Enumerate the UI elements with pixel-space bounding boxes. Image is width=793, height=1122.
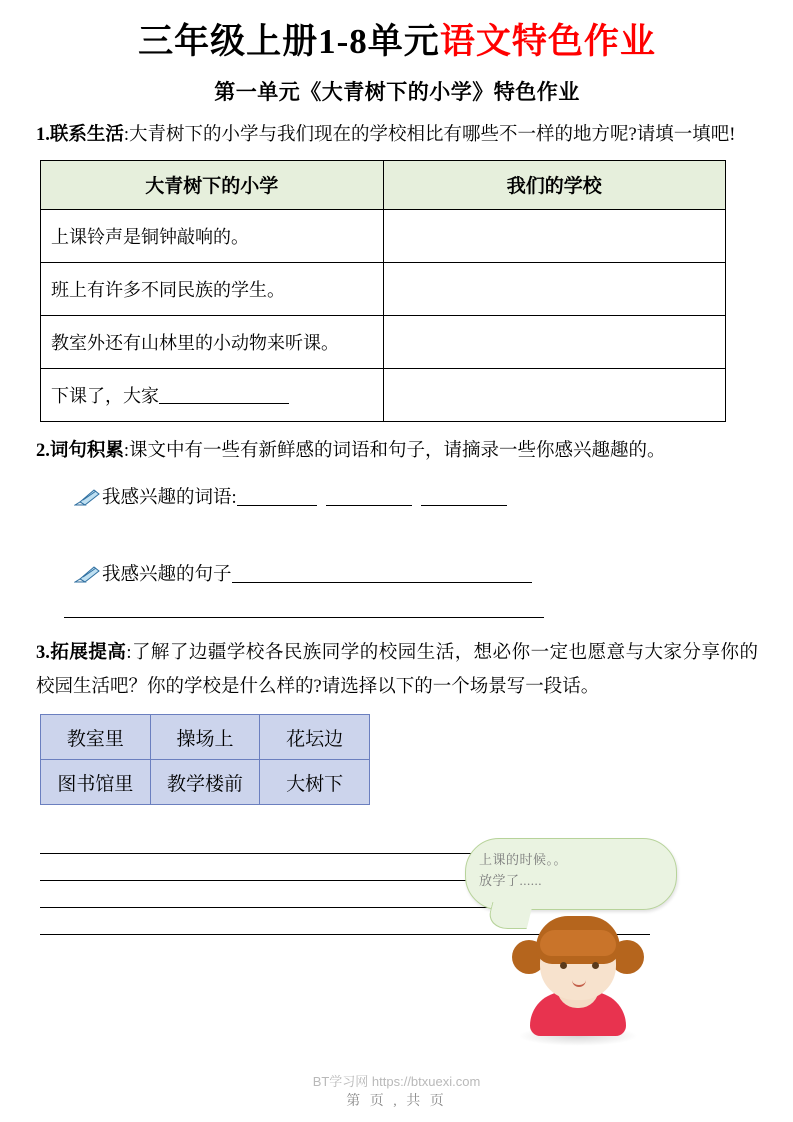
table-cell-text: 下课了，大家	[51, 385, 159, 406]
interest-sentence-label: 我感兴趣的句子	[102, 565, 232, 586]
table-row	[41, 315, 726, 368]
table-row	[41, 760, 370, 805]
question-2-text	[36, 434, 758, 468]
scene-cell[interactable]: 花坛边	[260, 715, 370, 760]
comparison-table	[40, 160, 726, 422]
watermark: BT学习网 https://btxuexi.com	[312, 1074, 481, 1089]
table-header-cell-1: 大青树下的小学	[41, 160, 384, 209]
question-3-text	[36, 636, 758, 704]
scene-cell[interactable]: 教室里	[41, 715, 151, 760]
interest-words-label: 我感兴趣的词语:	[102, 488, 237, 509]
interest-sentence-row	[74, 559, 758, 592]
answer-blank[interactable]	[326, 487, 412, 507]
girl-fringe	[540, 930, 616, 956]
interest-words-row	[74, 482, 758, 515]
table-cell-right[interactable]	[383, 315, 726, 368]
girl-eye-left	[560, 962, 567, 969]
girl-illustration-icon	[510, 910, 640, 1050]
answer-blank-line[interactable]	[64, 603, 544, 618]
table-cell-right[interactable]	[383, 209, 726, 262]
page-title	[36, 20, 758, 64]
table-header-row	[41, 160, 726, 209]
girl-eye-right	[592, 962, 599, 969]
table-row	[41, 209, 726, 262]
pencil-icon	[74, 562, 100, 580]
question-3-label: 3.拓展提高	[36, 642, 127, 663]
table-row	[41, 715, 370, 760]
scene-cell[interactable]: 大树下	[260, 760, 370, 805]
speech-bubble-line-2: 放学了......	[479, 873, 543, 889]
table-cell-right[interactable]	[383, 368, 726, 421]
title-red-text: 语文特色作业	[439, 22, 656, 61]
page-subtitle: 第一单元《大青树下的小学》特色作业	[214, 79, 580, 104]
table-row	[41, 368, 726, 421]
answer-blank[interactable]	[232, 564, 532, 584]
speech-bubble-line-1: 上课的时候。。	[479, 852, 568, 867]
illustration	[455, 838, 755, 1058]
table-cell-left-with-blank	[41, 368, 384, 421]
page-footer: 第 页 , 共 页	[346, 1094, 447, 1109]
answer-blank[interactable]	[237, 487, 317, 507]
table-cell-right[interactable]	[383, 262, 726, 315]
answer-blank[interactable]	[159, 385, 289, 404]
table-cell-left: 班上有许多不同民族的学生。	[41, 262, 384, 315]
question-1-label: 1.联系生活	[36, 124, 124, 145]
table-header-cell-2: 我们的学校	[383, 160, 726, 209]
question-1-text	[36, 118, 758, 152]
scene-cell[interactable]: 操场上	[150, 715, 260, 760]
document-content	[36, 20, 758, 935]
question-1-body: :大青树下的小学与我们现在的学校相比有哪些不一样的地方呢?请填一填吧!	[123, 124, 736, 145]
question-2-label: 2.词句积累	[36, 440, 124, 461]
table-cell-left: 上课铃声是铜钟敲响的。	[41, 209, 384, 262]
answer-blank[interactable]	[421, 487, 507, 507]
scene-cell[interactable]: 图书馆里	[41, 760, 151, 805]
table-row	[41, 262, 726, 315]
pencil-icon	[74, 485, 100, 503]
scene-words-table	[40, 714, 370, 805]
scene-cell[interactable]: 教学楼前	[150, 760, 260, 805]
question-2-body: :课文中有一些有新鲜感的词语和句子，请摘录一些你感兴趣趣的。	[123, 440, 666, 461]
speech-bubble-text	[479, 849, 567, 892]
question-3-body: :了解了边疆学校各民族同学的校园生活，想必你一定也愿意与大家分享你的校园生活吧？你的学校是什么样的?请选择以下的一个场景写一段话。	[36, 642, 758, 697]
table-cell-left: 教室外还有山林里的小动物来听课。	[41, 315, 384, 368]
title-black-text: 三年级上册1-8单元	[138, 22, 440, 61]
